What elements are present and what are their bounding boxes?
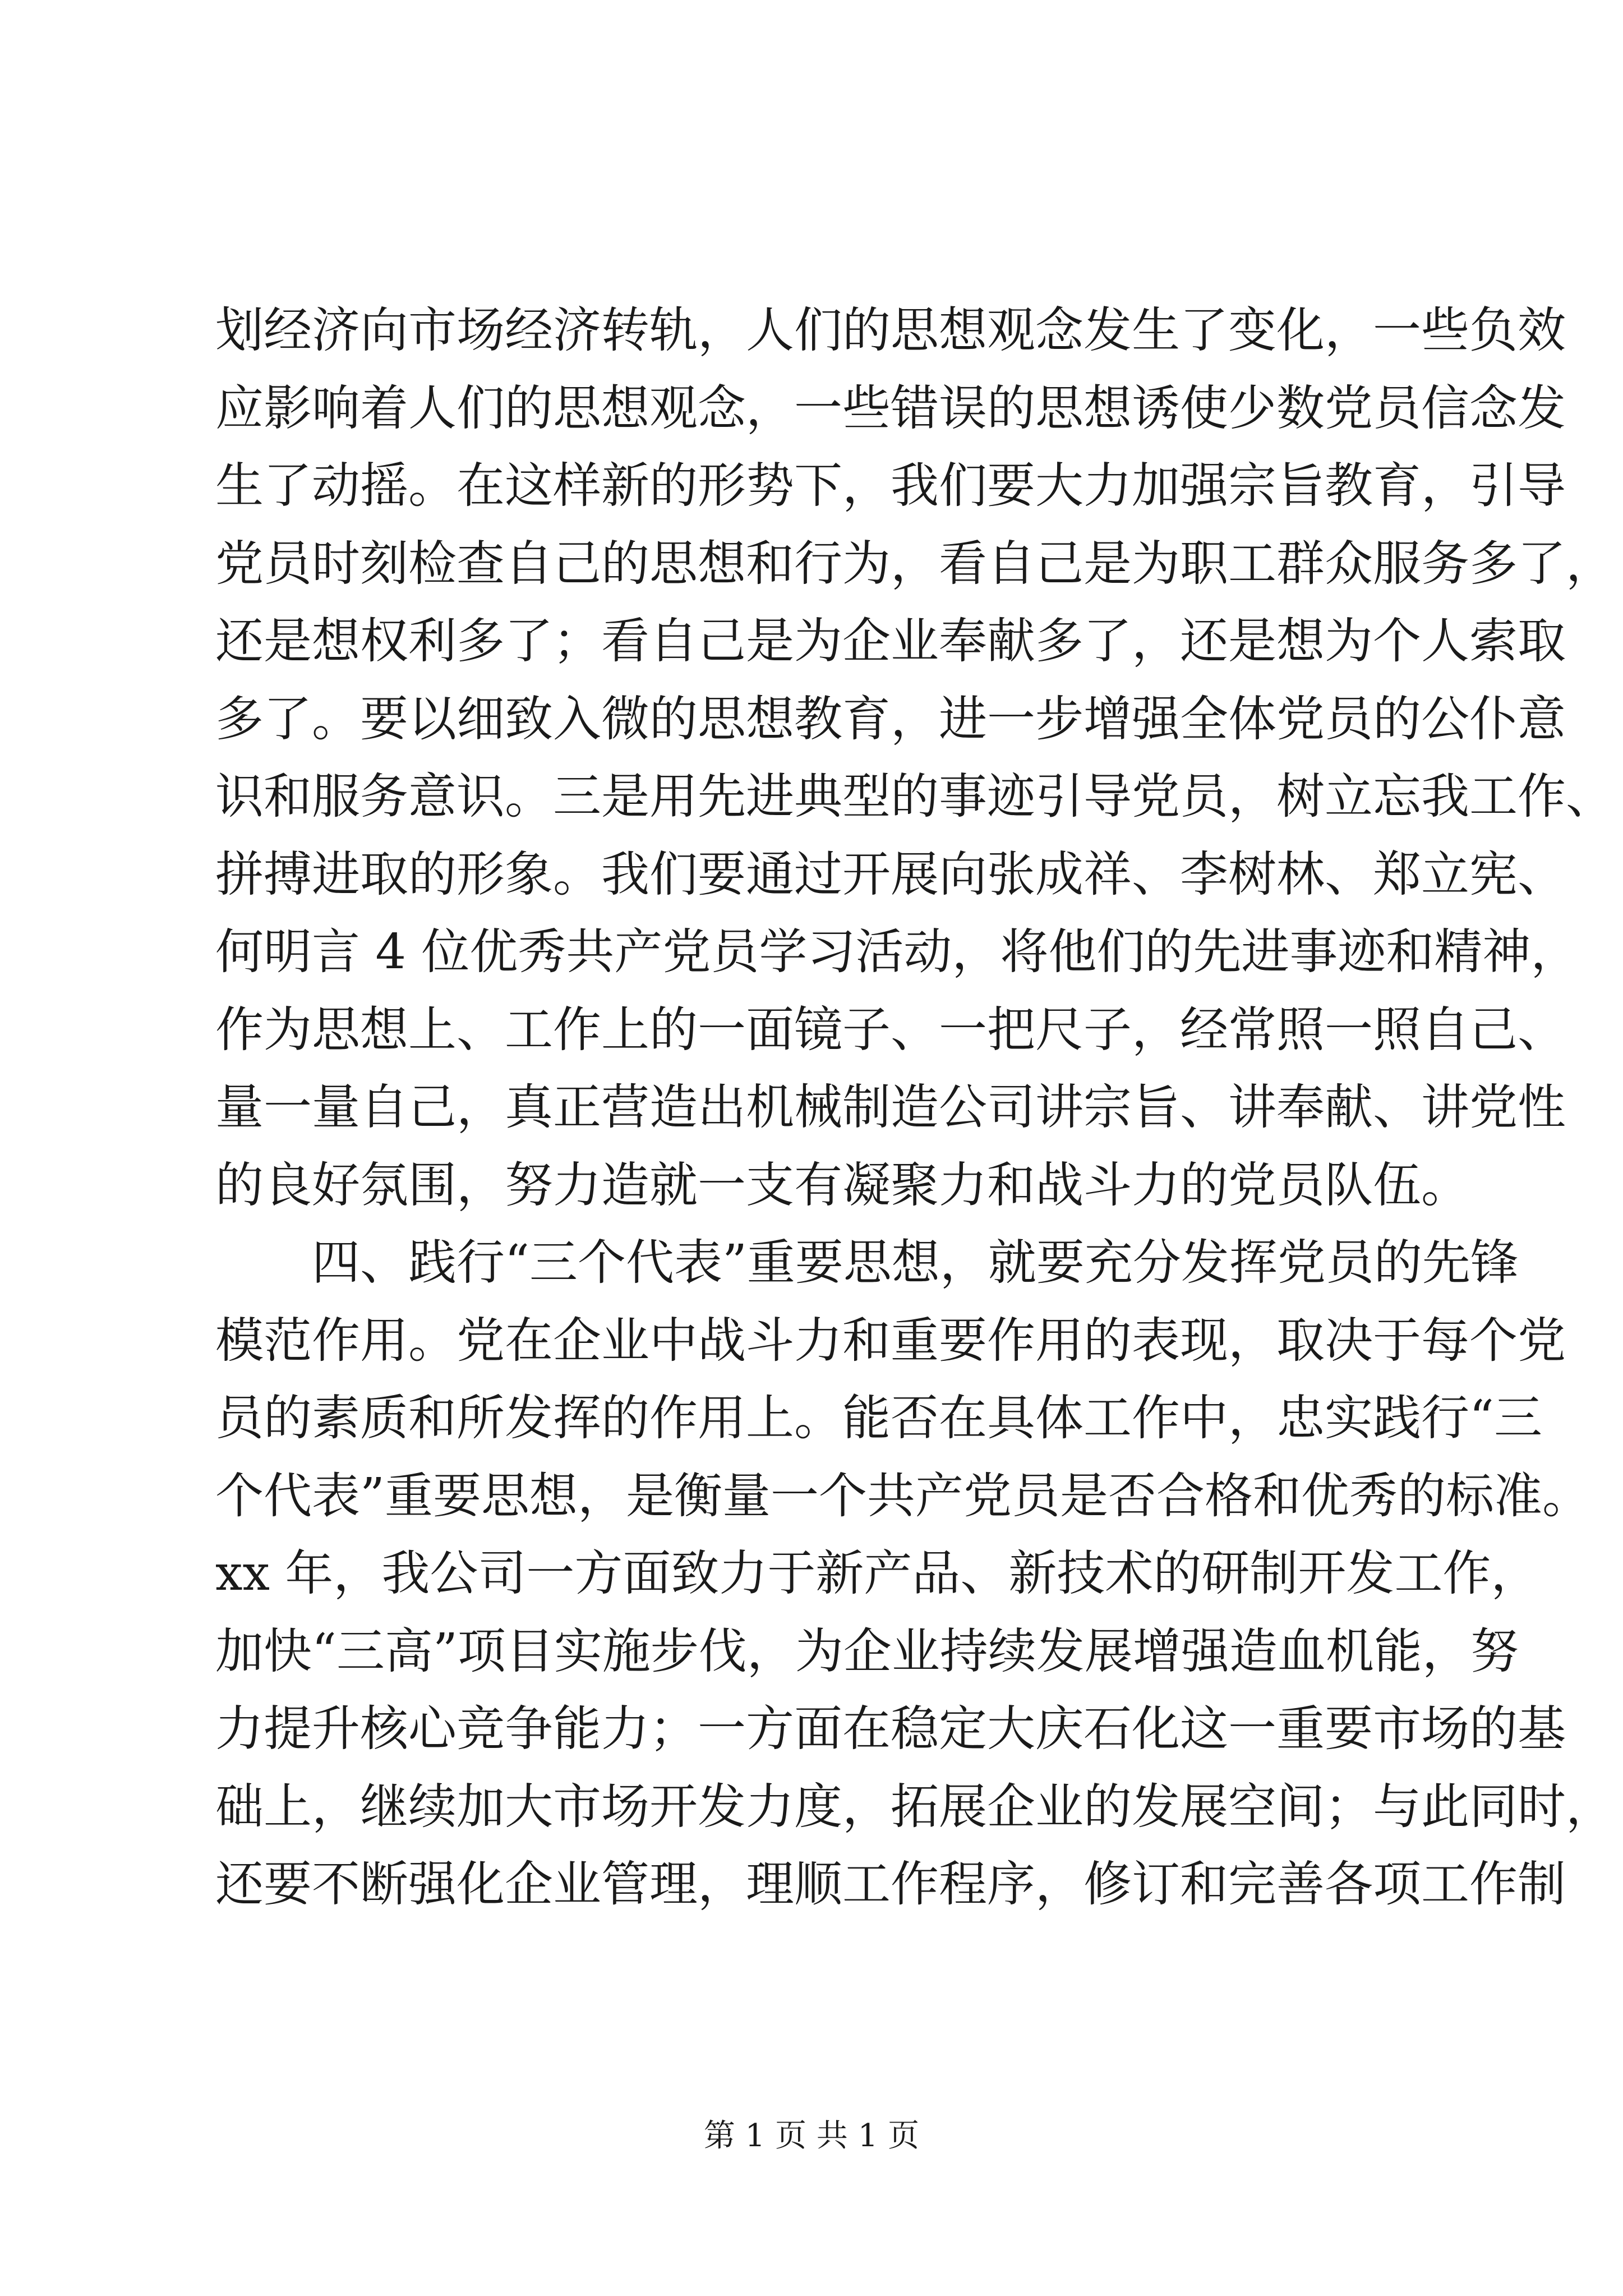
text-line: 模范作用。党在企业中战斗力和重要作用的表现，取决于每个党 <box>215 1312 1566 1369</box>
text-line: 划经济向市场经济转轨，人们的思想观念发生了变化，一些负效 <box>215 302 1566 358</box>
text-line: 何明言 4 位优秀共产党员学习活动，将他们的先进事迹和精神， <box>215 924 1579 980</box>
text-line: 作为思想上、工作上的一面镜子、一把尺子，经常照一照自己、 <box>215 1001 1566 1058</box>
text-line: 加快“三高”项目实施步伐，为企业持续发展增强造血机能，努 <box>215 1623 1519 1680</box>
text-line: 员的素质和所发挥的作用上。能否在具体工作中，忠实践行“三 <box>215 1390 1542 1446</box>
paragraph-start-line: 四、践行“三个代表”重要思想，就要充分发挥党员的先锋 <box>312 1235 1519 1291</box>
text-line: 应影响着人们的思想观念，一些错误的思想诱使少数党员信念发 <box>215 380 1566 436</box>
text-line: 础上，继续加大市场开发力度，拓展企业的发展空间；与此同时， <box>215 1778 1614 1835</box>
body-text <box>215 292 1614 1924</box>
text-line: 还要不断强化企业管理，理顺工作程序，修订和完善各项工作制 <box>215 1856 1566 1912</box>
text-line: 拼搏进取的形象。我们要通过开展向张成祥、李树林、郑立宪、 <box>215 846 1566 903</box>
text-line: 力提升核心竞争能力；一方面在稳定大庆石化这一重要市场的基 <box>215 1701 1566 1757</box>
text-line: 还是想权利多了；看自己是为企业奉献多了，还是想为个人索取 <box>215 613 1566 669</box>
text-line: 生了动摇。在这样新的形势下，我们要大力加强宗旨教育，引导 <box>215 458 1566 514</box>
text-line: 量一量自己，真正营造出机械制造公司讲宗旨、讲奉献、讲党性 <box>215 1079 1566 1135</box>
text-line: 多了。要以细致入微的思想教育，进一步增强全体党员的公仆意 <box>215 691 1566 747</box>
text-line: 个代表”重要思想，是衡量一个共产党员是否合格和优秀的标准。 <box>215 1467 1590 1524</box>
text-line: xx 年，我公司一方面致力于新产品、新技术的研制开发工作， <box>215 1545 1539 1602</box>
text-line: 识和服务意识。三是用先进典型的事迹引导党员，树立忘我工作、 <box>215 769 1614 825</box>
page-number-label: 第 1 页 共 1 页 <box>703 2118 920 2154</box>
text-line: 的良好氛围，努力造就一支有凝聚力和战斗力的党员队伍。 <box>215 1157 1469 1213</box>
text-line: 党员时刻检查自己的思想和行为，看自己是为职工群众服务多了， <box>215 535 1614 592</box>
page-footer <box>0 2114 1623 2159</box>
